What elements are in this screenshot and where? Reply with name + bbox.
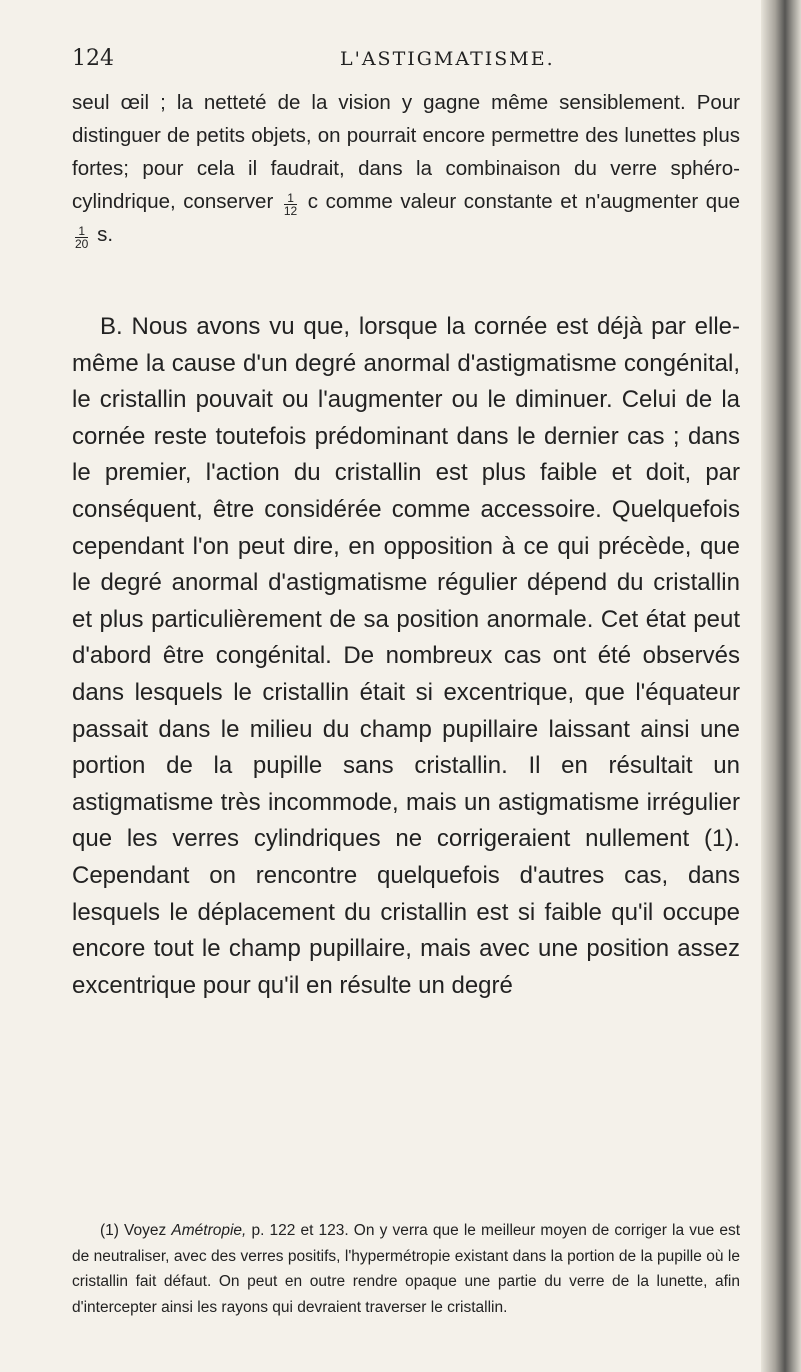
fraction-numerator: 1: [284, 192, 297, 205]
paragraph-text-part1: seul œil ; la netteté de la vision y gagne même sensiblement. Pour distinguer de petits objets, on pourrait encore permettre des lunettes plus fortes; pour cela il faudrait, dans la combinaison du verre sphéro-cylindrique, conserver: [72, 91, 740, 213]
page-edge-shadow: [761, 0, 801, 1372]
footnote-reference: Amétropie,: [171, 1222, 247, 1239]
fraction-one-twentieth: [75, 225, 88, 250]
fraction-denominator: 20: [75, 237, 89, 251]
section-b-text: B. Nous avons vu que, lorsque la cornée est déjà par elle-même la cause d'un degré anormal d'astigmatisme congénital, le cristallin pouvait ou l'augmenter ou le diminuer. Celui de la cornée reste toutefois prédominant dans le dernier cas ; dans le premier, l'action du cristallin est plus faible et doit, par conséquent, être considérée comme accessoire. Quelquefois cependant l'on peut dire, en opposition à ce qui précède, que le degré anormal d'astigmatisme régulier dépend du cristallin et plus particulièrement de sa position anormale. Cet état peut d'abord être congénital. De nombreux cas ont été observés dans lesquels le cristallin était si excentrique, que l'équateur passait dans le milieu du champ pupillaire laissant ainsi une portion de la pupille sans cristallin. Il en résultait un astigmatisme très incommode, mais un astigmatisme irrégulier que les verres cylindriques ne corrigeraient nullement (1). Cependant on rencontre quelquefois d'autres cas, dans lesquels le déplacement du cristallin est si faible qu'il occupe encore tout le champ pupillaire, mais avec une position assez excentrique pour qu'il en résulte un degré: [72, 313, 740, 999]
continued-paragraph: [72, 86, 740, 251]
footnote-text: p. 122 et 123. On y verra que le meilleur moyen de corriger la vue est de neutraliser, avec des verres positifs, l'hypermétropie existant dans la portion de la pupille où le cristallin fait défaut. On peut en outre rendre opaque une partie du verre de la lunette, afin d'intercepter ainsi les rayons qui devraient traverser le cristallin.: [72, 1222, 740, 1316]
page-header: [72, 46, 740, 76]
section-b-paragraph: [72, 309, 740, 1004]
fraction-numerator: 1: [75, 225, 88, 238]
page-number: 124: [72, 46, 114, 71]
paragraph-text-part2: c comme valeur constante et n'augmenter que: [307, 190, 741, 213]
fraction-one-twelfth: [284, 192, 297, 217]
running-title: L'ASTIGMATISME.: [340, 48, 555, 70]
fraction-denominator: 12: [283, 204, 298, 218]
paragraph-text-part3: s.: [97, 223, 114, 246]
footnote: [72, 1218, 740, 1320]
footnote-marker: (1) Voyez: [100, 1222, 167, 1239]
